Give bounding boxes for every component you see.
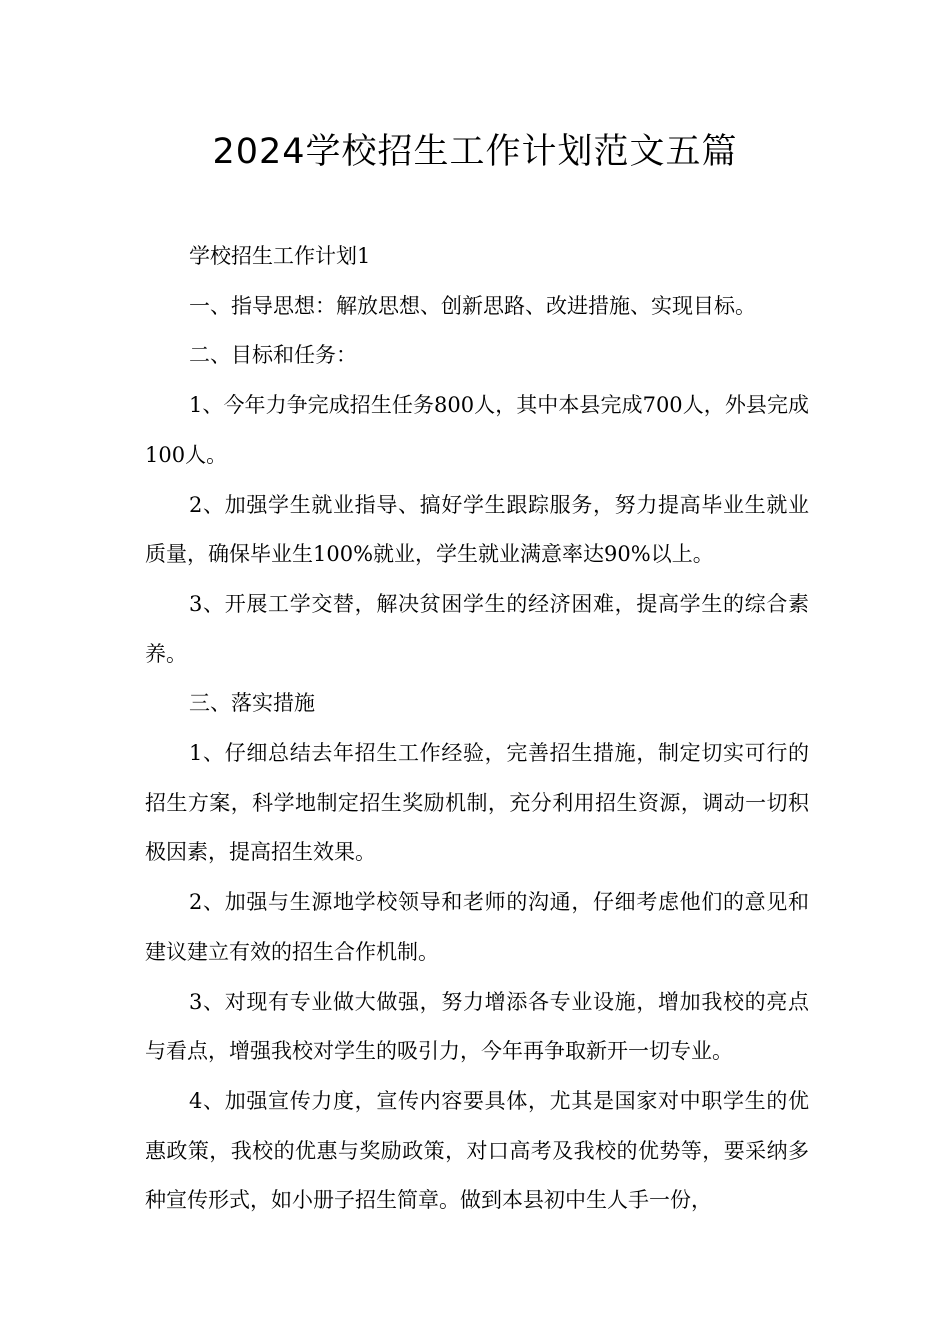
paragraph: 2、加强与生源地学校领导和老师的沟通，仔细考虑他们的意见和建议建立有效的招生合作机制。 — [145, 890, 809, 964]
paragraph: 3、开展工学交替，解决贫困学生的经济困难，提高学生的综合素养。 — [145, 591, 809, 666]
section-heading: 三、落实措施 — [189, 691, 315, 716]
section-heading: 二、目标和任务： — [189, 343, 357, 368]
document-title: 2024学校招生工作计划范文五篇 — [212, 132, 738, 172]
section-heading: 学校招生工作计划1 — [189, 244, 371, 268]
paragraph: 3、对现有专业做大做强，努力增添各专业设施，增加我校的亮点与看点，增强我校对学生的吸引力，今年再争取新开一切专业。 — [145, 989, 809, 1064]
paragraph: 2、加强学生就业指导、搞好学生跟踪服务，努力提高毕业生就业质量，确保毕业生100%就业，学生就业满意率达90%以上。 — [145, 492, 809, 567]
paragraph: 1、仔细总结去年招生工作经验，完善招生措施，制定切实可行的招生方案，科学地制定招生奖励机制，充分利用招生资源，调动一切积极因素，提高招生效果。 — [145, 741, 809, 865]
paragraph: 4、加强宣传力度，宣传内容要具体，尤其是国家对中职学生的优惠政策，我校的优惠与奖励政策，对口高考及我校的优势等，要采纳多种宣传形式，如小册子招生简章。做到本县初中生人手一份， — [145, 1088, 809, 1213]
document-body — [145, 232, 809, 1226]
paragraph: 1、今年力争完成招生任务800人，其中本县完成700人，外县完成100人。 — [145, 393, 809, 467]
paragraph: 一、指导思想：解放思想、创新思路、改进措施、实现目标。 — [189, 293, 756, 318]
